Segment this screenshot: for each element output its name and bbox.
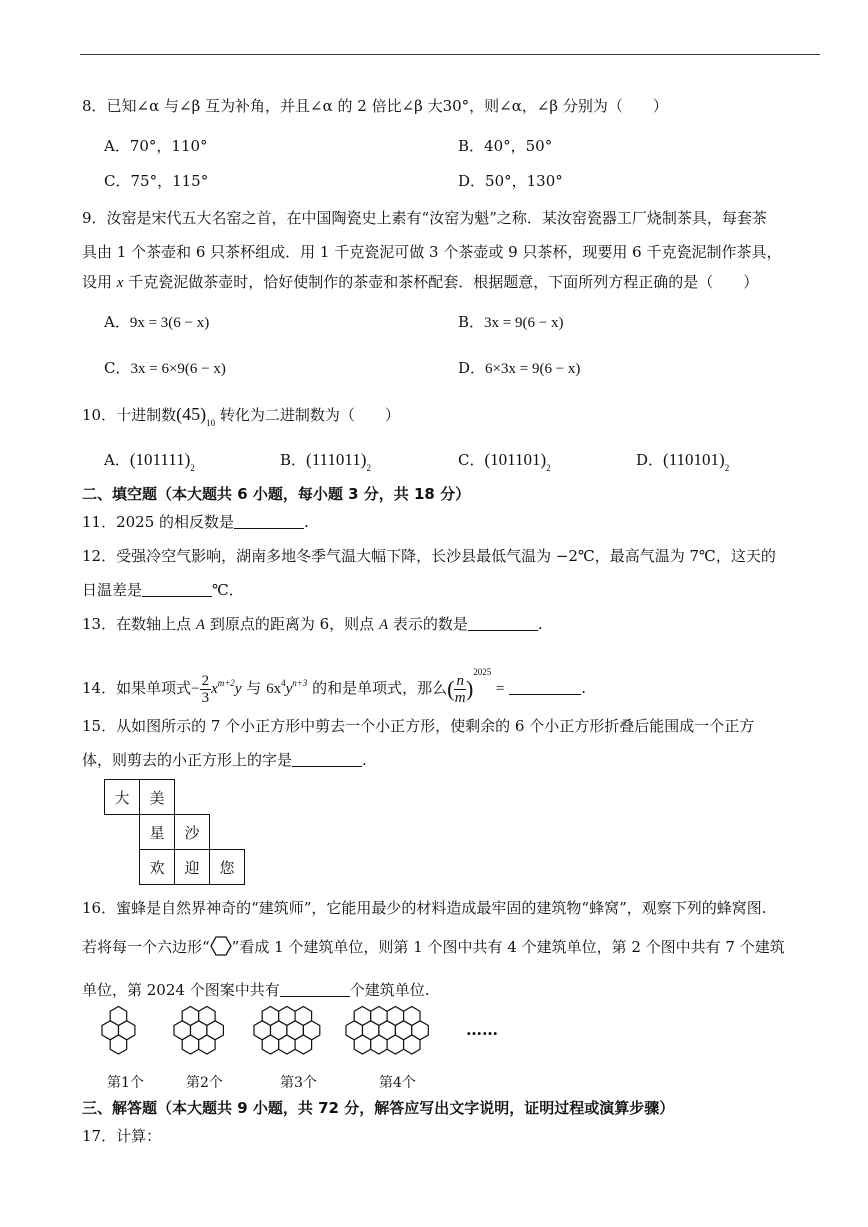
q14: 14．如果单项式− $\frac{2}{3}$ $x^{m+2}y$ 与 $6x^4y^{n+3}$ 的和是单项式，那么( $\frac{n}{m}$ )$^{2025}$ = . xyxy=(82,667,587,706)
section3-heading: 三、解答题（本大题共 9 小题，共 72 分，解答应写出文字说明，证明过程或演算步骤） xyxy=(82,1099,675,1117)
q9-line1: 9．汝窑是宋代五大名窑之首，在中国陶瓷史上素有“汝窑为魁”之称．某汝窑瓷器工厂烧制茶具，每套茶 xyxy=(82,209,767,227)
q10-stem: 10．十进制数$(45)_{10}$ 转化为二进制数为（ ） xyxy=(82,404,400,428)
q8-option-b: B．40°，50° xyxy=(458,137,553,155)
q15-line2: 体，则剪去的小正方形上的字是 . xyxy=(82,751,367,769)
net-cell: 大 xyxy=(105,780,140,815)
q11: 11．2025 的相反数是 . xyxy=(82,513,309,531)
honeycomb-caption-2: 第2个 xyxy=(186,1075,223,1091)
q9-option-c: C．3x = 6×9(6 − x) xyxy=(104,359,226,377)
q8-option-d: D．50°，130° xyxy=(458,172,563,190)
q10-option-c: C．$(101101)_2$ xyxy=(458,450,551,473)
q10-option-d: D．$(110101)_2$ xyxy=(636,450,730,473)
q16-line3: 单位，第 2024 个图案中共有 个建筑单位. xyxy=(82,981,430,999)
q9-option-b: B．3x = 9(6 − x) xyxy=(458,313,564,331)
net-cell: 星 xyxy=(140,815,175,850)
q17: 17．计算： xyxy=(82,1127,162,1145)
hexagon-cell xyxy=(404,1035,420,1054)
q10-option-b: B．$(111011)_2$ xyxy=(280,450,371,473)
section2-heading: 二、填空题（本大题共 6 小题，每小题 3 分，共 18 分） xyxy=(82,485,471,503)
hexagon-cell xyxy=(262,1035,279,1054)
net-cell: 迎 xyxy=(175,850,210,885)
hexagon-cell xyxy=(295,1035,312,1054)
q13: 13．在数轴上点 A 到原点的距离为 6，则点 A 表示的数是 . xyxy=(82,615,543,633)
hexagon-icon xyxy=(210,936,232,956)
honeycomb-caption-1: 第1个 xyxy=(107,1075,144,1091)
q11-answer-blank[interactable] xyxy=(234,514,304,529)
q9-line2: 具由 1 个茶壶和 6 只茶杯组成．用 1 千克瓷泥可做 3 个茶壶或 9 只茶杯，现要用 6 千克瓷泥制作茶具， xyxy=(82,243,782,261)
net-cell: 美 xyxy=(140,780,175,815)
q9-line3: 设用 x 千克瓷泥做茶壶时，恰好使制作的茶壶和茶杯配套．根据题意，下面所列方程正确的是（ ） xyxy=(82,273,759,291)
hexagon-cell xyxy=(182,1035,199,1054)
hexagon-cell xyxy=(387,1035,404,1054)
q8-stem: 8．已知∠α 与∠β 互为补角，并且∠α 的 2 倍比∠β 大30°，则∠α，∠β 分别为（ ） xyxy=(82,97,668,115)
q14-answer-blank[interactable] xyxy=(509,680,581,695)
q8-option-c: C．75°，115° xyxy=(104,172,209,190)
honeycomb-figures xyxy=(98,1004,528,1066)
q10-option-a: A．$(101111)_2$ xyxy=(104,450,195,473)
q9-option-a: A．9x = 3(6 − x) xyxy=(104,313,210,331)
q15-answer-blank[interactable] xyxy=(292,752,362,767)
q9-option-d: D．6×3x = 9(6 − x) xyxy=(458,359,581,377)
q12-line2: 日温差是 ℃． xyxy=(82,581,244,599)
net-cell: 您 xyxy=(210,850,245,885)
hexagon-cell xyxy=(279,1035,295,1054)
net-cell: 欢 xyxy=(140,850,175,885)
q15-line1: 15．从如图所示的 7 个小正方形中剪去一个小正方形，使剩余的 6 个小正方形折叠后能围成一个正方 xyxy=(82,717,755,735)
honeycomb-caption-3: 第3个 xyxy=(280,1075,317,1091)
q12-line1: 12．受强冷空气影响，湖南多地冬季气温大幅下降，长沙县最低气温为 −2℃，最高气温为 7℃，这天的 xyxy=(82,547,776,565)
q8-option-a: A．70°，110° xyxy=(104,137,208,155)
q16-line1: 16．蜜蜂是自然界神奇的“建筑师”，它能用最少的材料造成最牢固的建筑物“蜂窝”，观察下列的蜂窝图. xyxy=(82,899,767,917)
hexagon-cell xyxy=(371,1035,387,1054)
hexagon-cell xyxy=(199,1035,215,1054)
q16-line2: 若将每一个六边形“ ”看成 1 个建筑单位，则第 1 个图中共有 4 个建筑单位，第 2 个图中共有 7 个建筑 xyxy=(82,938,785,956)
header-rule xyxy=(80,54,820,55)
net-cell: 沙 xyxy=(175,815,210,850)
q13-answer-blank[interactable] xyxy=(468,616,538,631)
q12-answer-blank[interactable] xyxy=(142,582,212,597)
cube-net-figure xyxy=(104,779,245,885)
q16-answer-blank[interactable] xyxy=(280,982,350,997)
hexagon-cell xyxy=(110,1035,127,1054)
hexagon-cell xyxy=(354,1035,371,1054)
honeycomb-ellipsis: …… xyxy=(466,1020,498,1039)
honeycomb-caption-4: 第4个 xyxy=(379,1075,416,1091)
